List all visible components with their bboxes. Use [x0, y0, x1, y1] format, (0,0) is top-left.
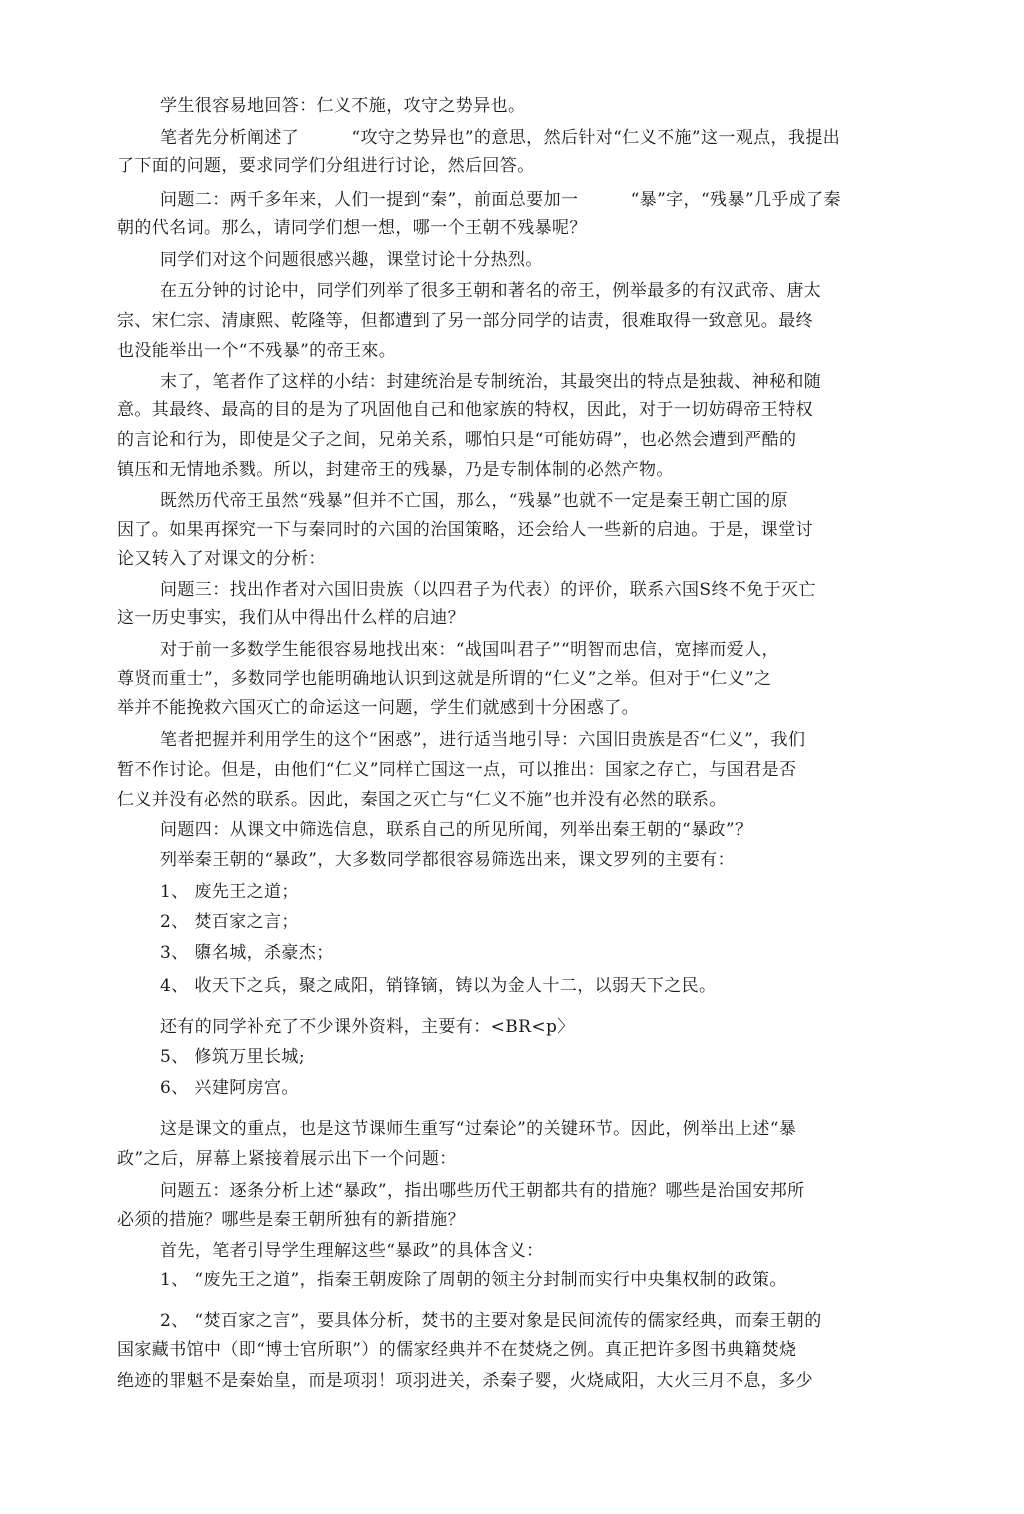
text-line: 朝的代名词。那么，请同学们想一想，哪一个王朝不残暴呢？: [117, 218, 587, 238]
text-line: 问题五：逐条分析上述“暴政”，指出哪些历代王朝都共有的措施？哪些是治国安邦所: [160, 1181, 805, 1201]
text-line: 对于前一多数学生能很容易地找出來：“战国叫君子”“明智而忠信，宽摔而爱人，: [160, 640, 779, 660]
list-item: 2、 焚百家之言；: [160, 912, 299, 932]
list-item: 2、 “焚百家之言”，要具体分析，焚书的主要对象是民间流传的儒家经典，而秦王朝的: [160, 1311, 822, 1331]
text-line: 这是课文的重点，也是这节课师生重写“过秦论”的关键环节。因此，例举出上述“暴: [160, 1119, 797, 1139]
list-item: 1、 “废先王之道”，指秦王朝废除了周朝的领主分封制而实行中央集权制的政策。: [160, 1270, 787, 1290]
text-line: 学生很容易地回答：仁义不施，攻守之势异也。: [160, 96, 526, 116]
text-line: 仁义并没有必然的联系。因此，秦国之灭亡与“仁义不施”也并没有必然的联系。: [117, 790, 727, 810]
text-line: 也没能举出一个“不残暴”的帝王來。: [117, 341, 397, 361]
list-item: 3、 隳名城，杀豪杰；: [160, 943, 334, 963]
text-line: 问题三：找出作者对六国旧贵族（以四君子为代表）的评价，联系六国S终不免于灭亡: [160, 580, 816, 600]
list-item: 5、 修筑万里长城;: [160, 1047, 305, 1067]
text-line: 镇压和无情地杀戮。所以，封建帝王的残暴，乃是专制体制的必然产物。: [117, 460, 674, 480]
text-line: 论又转入了对课文的分析：: [117, 549, 326, 569]
text-line: 笔者先分析阐述了 “攻守之势异也”的意思，然后针对“仁义不施”这一观点，我提出: [160, 128, 841, 148]
text-line: 国家藏书馆中（即“博士官所职”）的儒家经典并不在焚烧之例。真正把许多图书典籍焚烧: [117, 1340, 797, 1360]
text-line: 还有的同学补充了不少课外资料，主要有：<BR<p〉: [160, 1017, 575, 1037]
text-line: 首先，笔者引导学生理解这些“暴政”的具体含义：: [160, 1241, 544, 1261]
text-line: 既然历代帝王虽然“残暴”但并不亡国，那么，“残暴”也就不一定是秦王朝亡国的原: [160, 491, 788, 511]
text-line: 这一历史事实，我们从中得出什么样的启迪？: [117, 608, 465, 628]
text-line: 举并不能挽救六国灭亡的命运这一问题，学生们就感到十分困惑了。: [117, 698, 639, 718]
list-item: 1、 废先王之道；: [160, 882, 299, 902]
text-line: 必须的措施？哪些是秦王朝所独有的新措施？: [117, 1210, 465, 1230]
text-line: 政”之后，屏幕上紧接着展示出下一个问题：: [117, 1149, 457, 1169]
text-line: 列举秦王朝的“暴政”，大多数同学都很容易筛选出来，课文罗列的主要有：: [160, 850, 735, 870]
text-line: 问题四：从课文中筛选信息，联系自己的所见所闻，列举出秦王朝的“暴政”？: [160, 820, 753, 840]
text-line: 末了，笔者作了这样的小结：封建统治是专制统治，其最突出的特点是独裁、神秘和随: [160, 372, 822, 392]
text-line: 同学们对这个问题很感兴趣，课堂讨论十分热烈。: [160, 250, 543, 270]
list-item: 6、 兴建阿房宫。: [160, 1078, 299, 1098]
text-line: 意。其最终、最高的目的是为了巩固他自己和他家族的特权，因此，对于一切妨碍帝王特权: [117, 400, 813, 420]
text-line: 绝迹的罪魁不是秦始皇，而是项羽！项羽进关，杀秦子婴，火烧咸阳，大火三月不息，多少: [117, 1371, 813, 1391]
text-line: 笔者把握并利用学生的这个“困惑”，进行适当地引导：六国旧贵族是否“仁义”，我们: [160, 730, 806, 750]
text-line: 问题二：两千多年来，人们一提到“秦”，前面总要加一 “暴”字，“残暴”几乎成了秦: [160, 190, 841, 210]
text-line: 的言论和行为，即使是父子之间，兄弟关系，哪怕只是“可能妨碍”，也必然会遭到严酷的: [117, 430, 797, 450]
text-line: 了下面的问题，要求同学们分组进行讨论，然后回答。: [117, 156, 535, 176]
text-line: 因了。如果再探究一下与秦同时的六国的治国策略，还会给人一些新的启迪。于是，课堂讨: [117, 520, 813, 540]
text-line: 尊贤而重士”，多数同学也能明确地认识到这就是所谓的“仁义”之举。但对于“仁义”之: [117, 669, 772, 689]
text-line: 宗、宋仁宗、清康熙、乾隆等，但都遭到了另一部分同学的诘责，很难取得一致意见。最终: [117, 311, 813, 331]
text-line: 暂不作讨论。但是，由他们“仁义”同样亡国这一点，可以推出：国家之存亡，与国君是否: [117, 760, 797, 780]
text-line: 在五分钟的讨论中，同学们列举了很多王朝和著名的帝王，例举最多的有汉武帝、唐太: [160, 281, 822, 301]
list-item: 4、 收天下之兵，聚之咸阳，销锋镝，铸以为金人十二，以弱天下之民。: [160, 976, 717, 996]
